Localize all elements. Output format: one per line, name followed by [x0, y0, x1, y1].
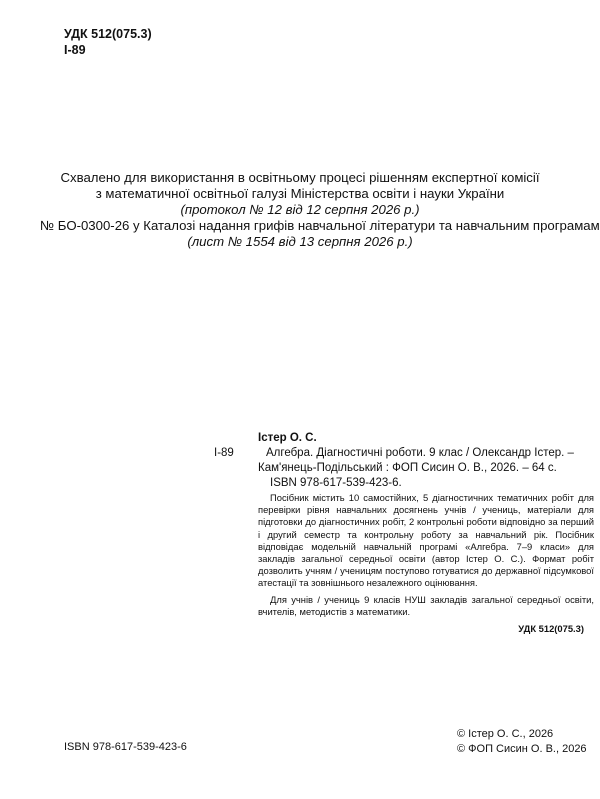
udk-header [64, 26, 152, 58]
approval-line-1: Схвалено для використання в освітньому процесі рішенням експертної комісії [60, 170, 540, 185]
card-isbn: ISBN 978-617-539-423-6. [270, 477, 402, 489]
card-author: Істер О. С. [258, 432, 317, 444]
copyright-publisher: © ФОП Сисин О. В., 2026 [457, 742, 587, 755]
catalog-card [258, 431, 594, 636]
approval-line-2: з математичної освітньої галузі Міністерства освіти і науки України [95, 186, 505, 201]
udk-code: УДК 512(075.3) [64, 27, 152, 41]
card-udk: УДК 512(075.3) [518, 623, 584, 635]
approval-protocol: (протокол № 12 від 12 серпня 2026 р.) [180, 202, 420, 217]
approval-catalog-line: № БО-0300-26 у Каталозі надання грифів навчальної літератури та навчальним програмам [40, 218, 600, 233]
card-bibliographic: Алгебра. Діагностичні роботи. 9 клас / Олександр Істер. – Кам'янець-Подільський : ФОП Сисин О. В., 2026. – 64 с. [258, 447, 574, 474]
copyright-block [457, 727, 587, 756]
card-audience: Для учнів / учениць 9 класів НУШ закладів загальної середньої освіти, вчителів, методистів з математики. [258, 593, 594, 617]
card-annotation: Посібник містить 10 самостійних, 5 діагностичних тематичних робіт для перевірки рівня навчальних досягнень учнів / учениць, матеріали для підготовки до діагностичних робіт, 2 контрольні роботи відповідно за перший і другий семестр та контрольну роботу за навчальний рік. Посібник відповідає модельній навчальній програмі «Алгебра. 7–9 класи» для закладів загальної середньої освіти (автор Істер О. С.). Формат робіт дозволить учням / ученицям поступово готуватися до державної підсумкової атестації та зовнішнього незалежного оцінювання. [258, 492, 594, 589]
copyright-author: © Істер О. С., 2026 [457, 728, 554, 740]
author-mark: І-89 [64, 43, 86, 57]
card-author-mark: І-89 [214, 447, 234, 459]
approval-letter: (лист № 1554 від 13 серпня 2026 р.) [187, 234, 413, 249]
approval-statement [40, 170, 600, 250]
footer-isbn: ISBN 978-617-539-423-6 [64, 741, 187, 753]
